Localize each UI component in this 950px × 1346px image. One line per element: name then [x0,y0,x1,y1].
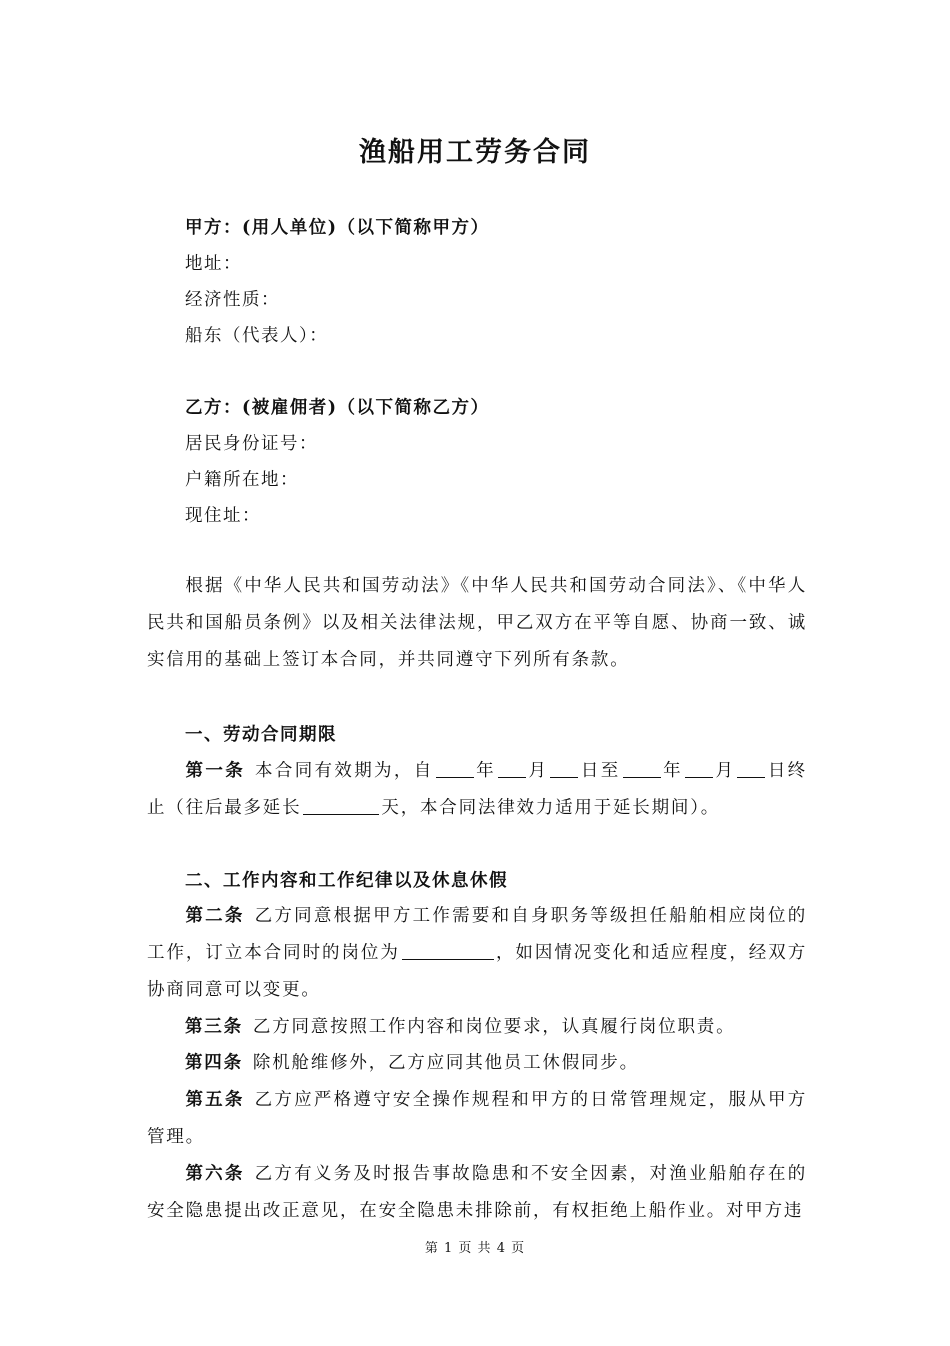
article-5: 第五条 乙方应严格遵守安全操作规程和甲方的日常管理规定，服从甲方管理。 [147,1090,807,1147]
page-footer: 第 1 页 共 4 页 [424,1241,526,1256]
position-blank [402,943,494,960]
start-month-blank [498,761,526,778]
article-3-label: 第三条 [185,1017,243,1037]
article-2-label: 第二条 [185,906,245,926]
end-year-blank [623,761,661,778]
preamble-text: 根据《中华人民共和国劳动法》《中华人民共和国劳动合同法》、《中华人民共和国船员条例》以及相关法律法规，甲乙双方在平等自愿、协商一致、诚实信用的基础上签订本合同，并共同遵守下列所有条款。 [147,576,807,670]
section-1-heading: 一、劳动合同期限 [185,725,337,745]
start-day-blank [550,761,578,778]
article-6: 第六条 乙方有义务及时报告事故隐患和不安全因素，对渔业船舶存在的安全隐患提出改正意见，在安全隐患未排除前，有权拒绝上船作业。对甲方违 [147,1164,807,1221]
end-day-blank [737,761,765,778]
party-a-address: 地址： [185,254,242,274]
extension-days-blank [303,798,379,815]
preamble-paragraph [147,568,807,679]
article-1-label: 第一条 [185,761,246,781]
party-b-heading: 乙方：(被雇佣者)（以下简称乙方） [185,398,490,418]
end-month-blank [685,761,713,778]
party-a-heading: 甲方：(用人单位)（以下简称甲方） [185,218,490,238]
party-b-household-registration: 户籍所在地： [185,470,299,490]
party-b-id-number: 居民身份证号： [185,434,318,454]
party-b-current-address: 现住址： [185,506,261,526]
article-5-label: 第五条 [185,1090,245,1110]
article-1: 第一条 本合同有效期为，自 年 月 日至 年 月 日终止（往后最多延长 天，本合同法律效力适用于延长期间）。 [147,761,807,818]
section-2-heading: 二、工作内容和工作纪律以及休息休假 [185,871,508,891]
document-title: 渔船用工劳务合同 [359,137,591,168]
party-a-owner: 船东（代表人）： [185,326,329,346]
article-2: 第二条 乙方同意根据甲方工作需要和自身职务等级担任船舶相应岗位的工作，订立本合同时的岗位为 ，如因情况变化和适应程度，经双方协商同意可以变更。 [147,906,807,1000]
article-4: 第四条 除机舱维修外，乙方应同其他员工休假同步。 [185,1053,639,1073]
article-3: 第三条 乙方同意按照工作内容和岗位要求，认真履行岗位职责。 [185,1017,736,1037]
party-a-economic-nature: 经济性质： [185,290,280,310]
start-year-blank [436,761,474,778]
article-6-label: 第六条 [185,1164,245,1184]
article-4-label: 第四条 [185,1053,243,1073]
